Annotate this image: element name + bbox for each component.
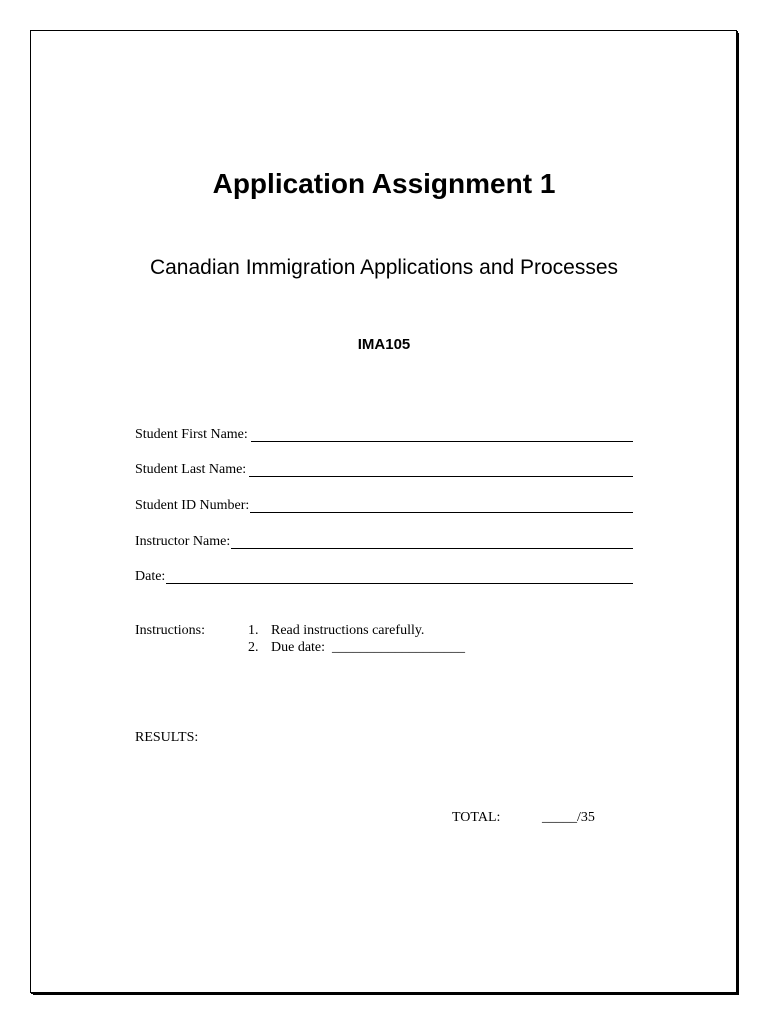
list-item-text: Read instructions carefully. bbox=[271, 623, 425, 638]
field-label: Student ID Number: bbox=[135, 498, 250, 513]
results-label: RESULTS: bbox=[135, 730, 199, 745]
field-label: Date: bbox=[135, 569, 166, 584]
field-blank-line[interactable] bbox=[231, 534, 633, 549]
field-label: Student Last Name: bbox=[135, 462, 247, 477]
field-blank-line[interactable] bbox=[251, 427, 633, 442]
student-last-name-field[interactable] bbox=[135, 461, 633, 479]
document-title: Application Assignment 1 bbox=[212, 168, 556, 199]
field-blank-line[interactable] bbox=[250, 498, 633, 513]
field-blank-line[interactable] bbox=[166, 569, 633, 584]
instructions-list bbox=[248, 622, 465, 656]
date-field[interactable] bbox=[135, 568, 633, 586]
list-item-number: 1. bbox=[248, 623, 259, 638]
total-label: TOTAL: bbox=[452, 810, 501, 825]
field-label: Instructor Name: bbox=[135, 534, 231, 549]
instructions-label: Instructions: bbox=[135, 623, 205, 638]
instructions-block bbox=[135, 622, 465, 656]
document-subtitle: Canadian Immigration Applications and Processes bbox=[149, 256, 619, 279]
list-item-number: 2. bbox=[248, 640, 259, 655]
list-item bbox=[248, 639, 465, 656]
total-score: _____/35 bbox=[542, 810, 595, 825]
list-item-text: Due date: ___________________ bbox=[271, 640, 466, 655]
course-code: IMA105 bbox=[357, 336, 411, 353]
student-first-name-field[interactable] bbox=[135, 426, 633, 444]
field-blank-line[interactable] bbox=[249, 462, 633, 477]
list-item bbox=[248, 622, 465, 639]
field-label: Student First Name: bbox=[135, 427, 248, 442]
instructor-name-field[interactable] bbox=[135, 533, 633, 551]
student-id-number-field[interactable] bbox=[135, 497, 633, 515]
